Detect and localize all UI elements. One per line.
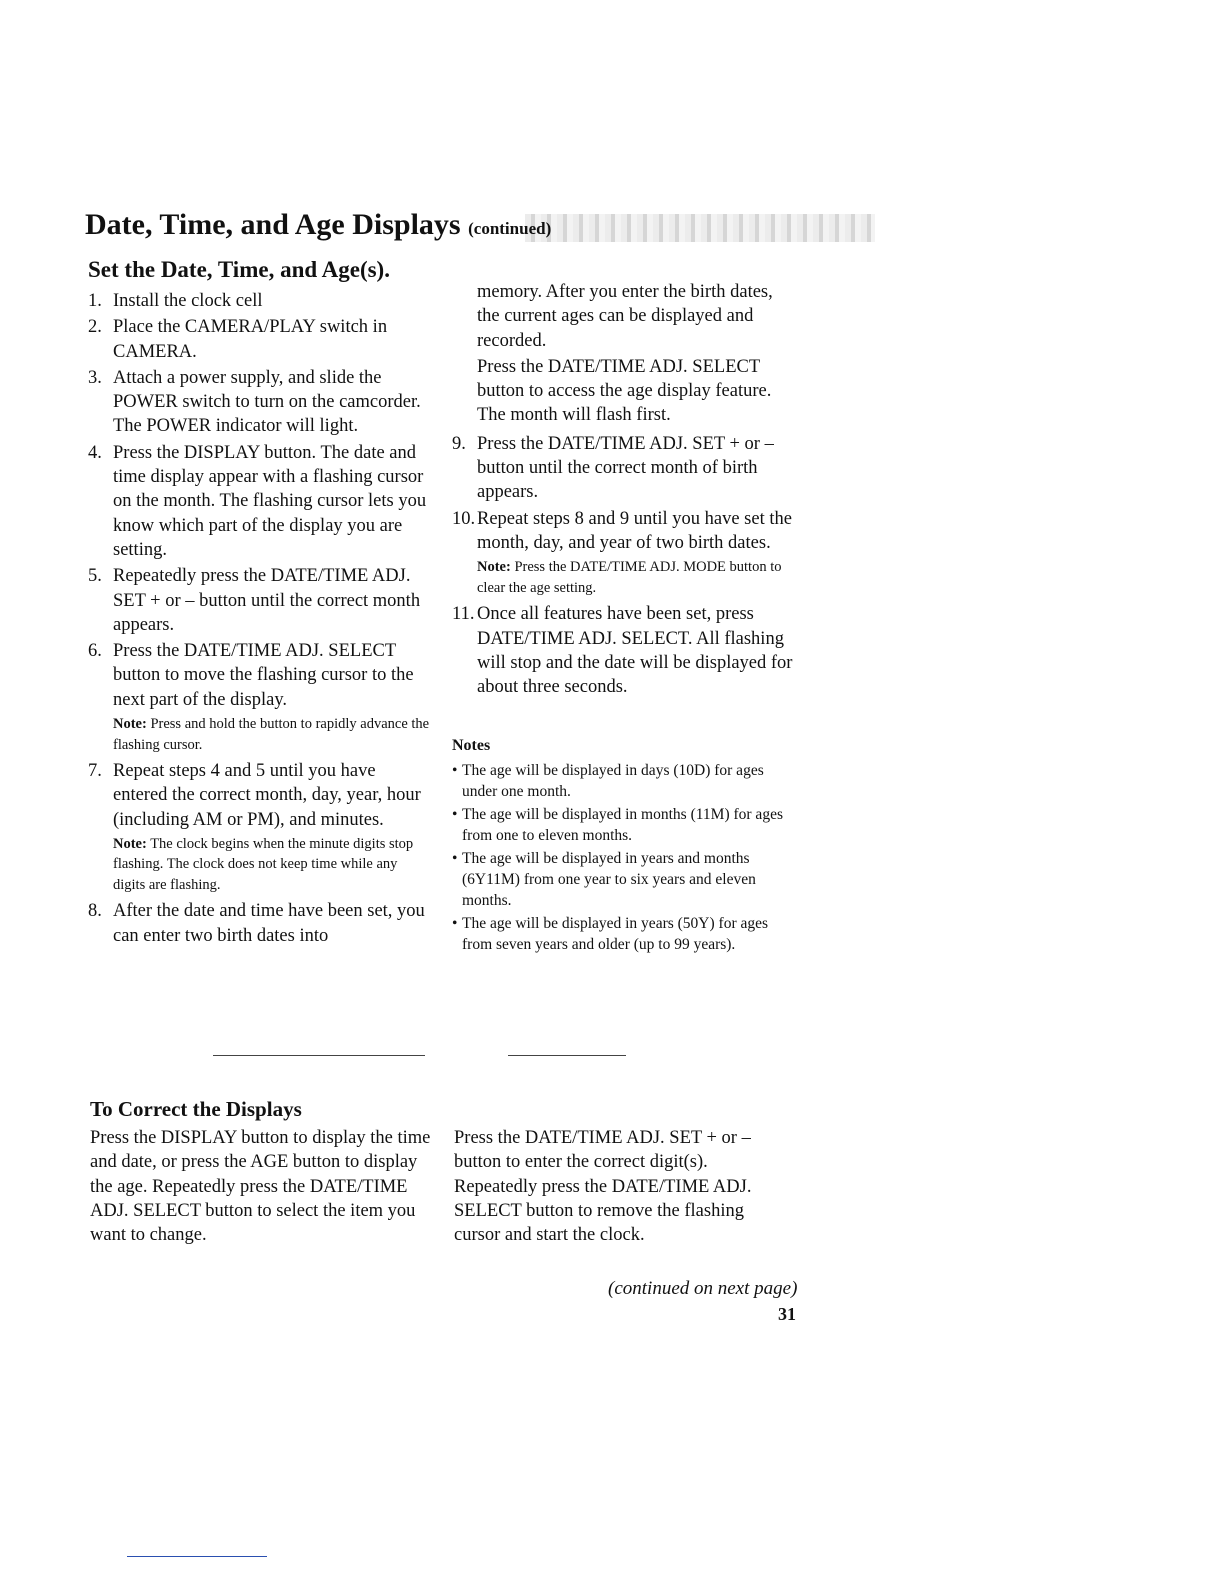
step-text: Press the DATE/TIME ADJ. SELECT button to move the flashing cursor to the next part of the display. [113,641,414,710]
bottom-edge-rule [127,1556,267,1557]
step-8 [88,899,433,948]
step-number: 5. [88,566,102,587]
step-11 [452,602,797,699]
step-6-note [113,714,433,755]
note-bullet-text: The age will be displayed in years and months (6Y11M) from one year to six years and eleven months. [462,850,756,910]
divider-rule-left [213,1055,425,1056]
step-5 [88,564,433,637]
step-8-continued-2 [452,355,797,428]
step-number: 3. [88,367,102,388]
note-text: Press and hold the button to rapidly advance the flashing cursor. [113,716,430,753]
step-1 [88,289,433,313]
step-text: Press the DISPLAY button. The date and time display appear with a flashing cursor on the month. The flashing cursor lets you know which part of the display you are setting. [113,442,427,560]
step-text: memory. After you enter the birth dates, the current ages can be displayed and recorded. [477,282,773,351]
step-text: Install the clock cell [113,291,263,311]
correct-left-text: Press the DISPLAY button to display the time and date, or press the AGE button to display the age. Repeatedly press the DATE/TIME ADJ. SELECT button to select the item you want to change. [90,1128,431,1246]
note-bullet-text: The age will be displayed in days (10D) for ages under one month. [462,762,764,801]
step-number: 4. [88,442,102,463]
step-6 [88,639,433,755]
continued-label: (continued on next page) [608,1278,798,1299]
section-heading-correct: To Correct the Displays [90,1097,302,1121]
step-text: Once all features have been set, press DATE/TIME ADJ. SELECT. All flashing will stop and the date will be displayed for about three seconds. [477,604,793,698]
correct-right-column [454,1126,794,1247]
step-text: Attach a power supply, and slide the POWER switch to turn on the camcorder. The POWER indicator will light. [113,367,421,437]
header-decorative-band [525,214,875,242]
note-text: The clock begins when the minute digits stop flashing. The clock does not keep time while any digits are flashing. [113,835,414,893]
page-header [85,206,790,246]
notes-title: Notes [452,737,491,755]
page-title-text: Date, Time, and Age Displays [85,208,461,241]
step-number: 6. [88,641,102,662]
step-9 [452,432,797,505]
note-bullet-text: The age will be displayed in months (11M) for ages from one to eleven months. [462,806,783,845]
step-number: 11. [452,604,475,625]
note-bullet: • The age will be displayed in months (11M) for ages from one to eleven months. [452,806,783,845]
page-title-suffix: (continued) [468,219,552,238]
page-number: 31 [778,1304,796,1324]
left-column [88,255,433,950]
correct-left-column [90,1094,435,1247]
step-number: 2. [88,317,102,338]
step-number: 1. [88,291,102,311]
note-bullet: • The age will be displayed in years and months (6Y11M) from one year to six years and eleven months. [452,850,756,910]
step-text: Repeat steps 4 and 5 until you have entered the correct month, day, year, hour (including AM or PM), and minutes. [113,761,421,830]
note-text: Press the DATE/TIME ADJ. MODE button to clear the age setting. [477,559,782,596]
step-text: Press the DATE/TIME ADJ. SET + or – button until the correct month of birth appears. [477,433,774,503]
step-7-note [113,834,433,896]
step-10 [452,507,797,599]
note-bullet: • The age will be displayed in days (10D) for ages under one month. [452,762,764,801]
step-3 [88,366,433,439]
divider-rule-right [508,1055,626,1056]
page-title [85,206,551,248]
note-bullet-text: The age will be displayed in years (50Y) for ages from seven years and older (up to 99 years). [462,915,769,954]
step-text: Place the CAMERA/PLAY switch in CAMERA. [113,317,388,362]
step-7 [88,759,433,895]
note-label: Note: [113,716,147,733]
correct-right-text: Press the DATE/TIME ADJ. SET + or – button to enter the correct digit(s). Repeatedly press the DATE/TIME ADJ. SELECT button to remove the flashing cursor and start the clock. [454,1128,752,1246]
section-heading-set: Set the Date, Time, and Age(s). [88,257,390,282]
step-2 [88,315,433,364]
step-number: 8. [88,901,102,922]
right-column [452,280,797,957]
note-label: Note: [477,559,511,576]
step-text: After the date and time have been set, you can enter two birth dates into [113,901,425,946]
note-label: Note: [113,835,147,852]
step-number: 10. [452,508,476,529]
step-text: Repeatedly press the DATE/TIME ADJ. SET + or – button until the correct month appears. [113,566,421,635]
step-number: 9. [452,433,466,454]
step-4 [88,441,433,562]
step-number: 7. [88,761,102,782]
step-text: Press the DATE/TIME ADJ. SELECT button to access the age display feature. The month will flash first. [477,356,772,426]
note-bullet: • The age will be displayed in years (50Y) for ages from seven years and older (up to 99 years). [452,915,769,954]
step-text: Repeat steps 8 and 9 until you have set the month, day, and year of two birth dates. [477,508,792,553]
step-10-note [477,557,797,598]
step-8-continued [452,280,797,353]
